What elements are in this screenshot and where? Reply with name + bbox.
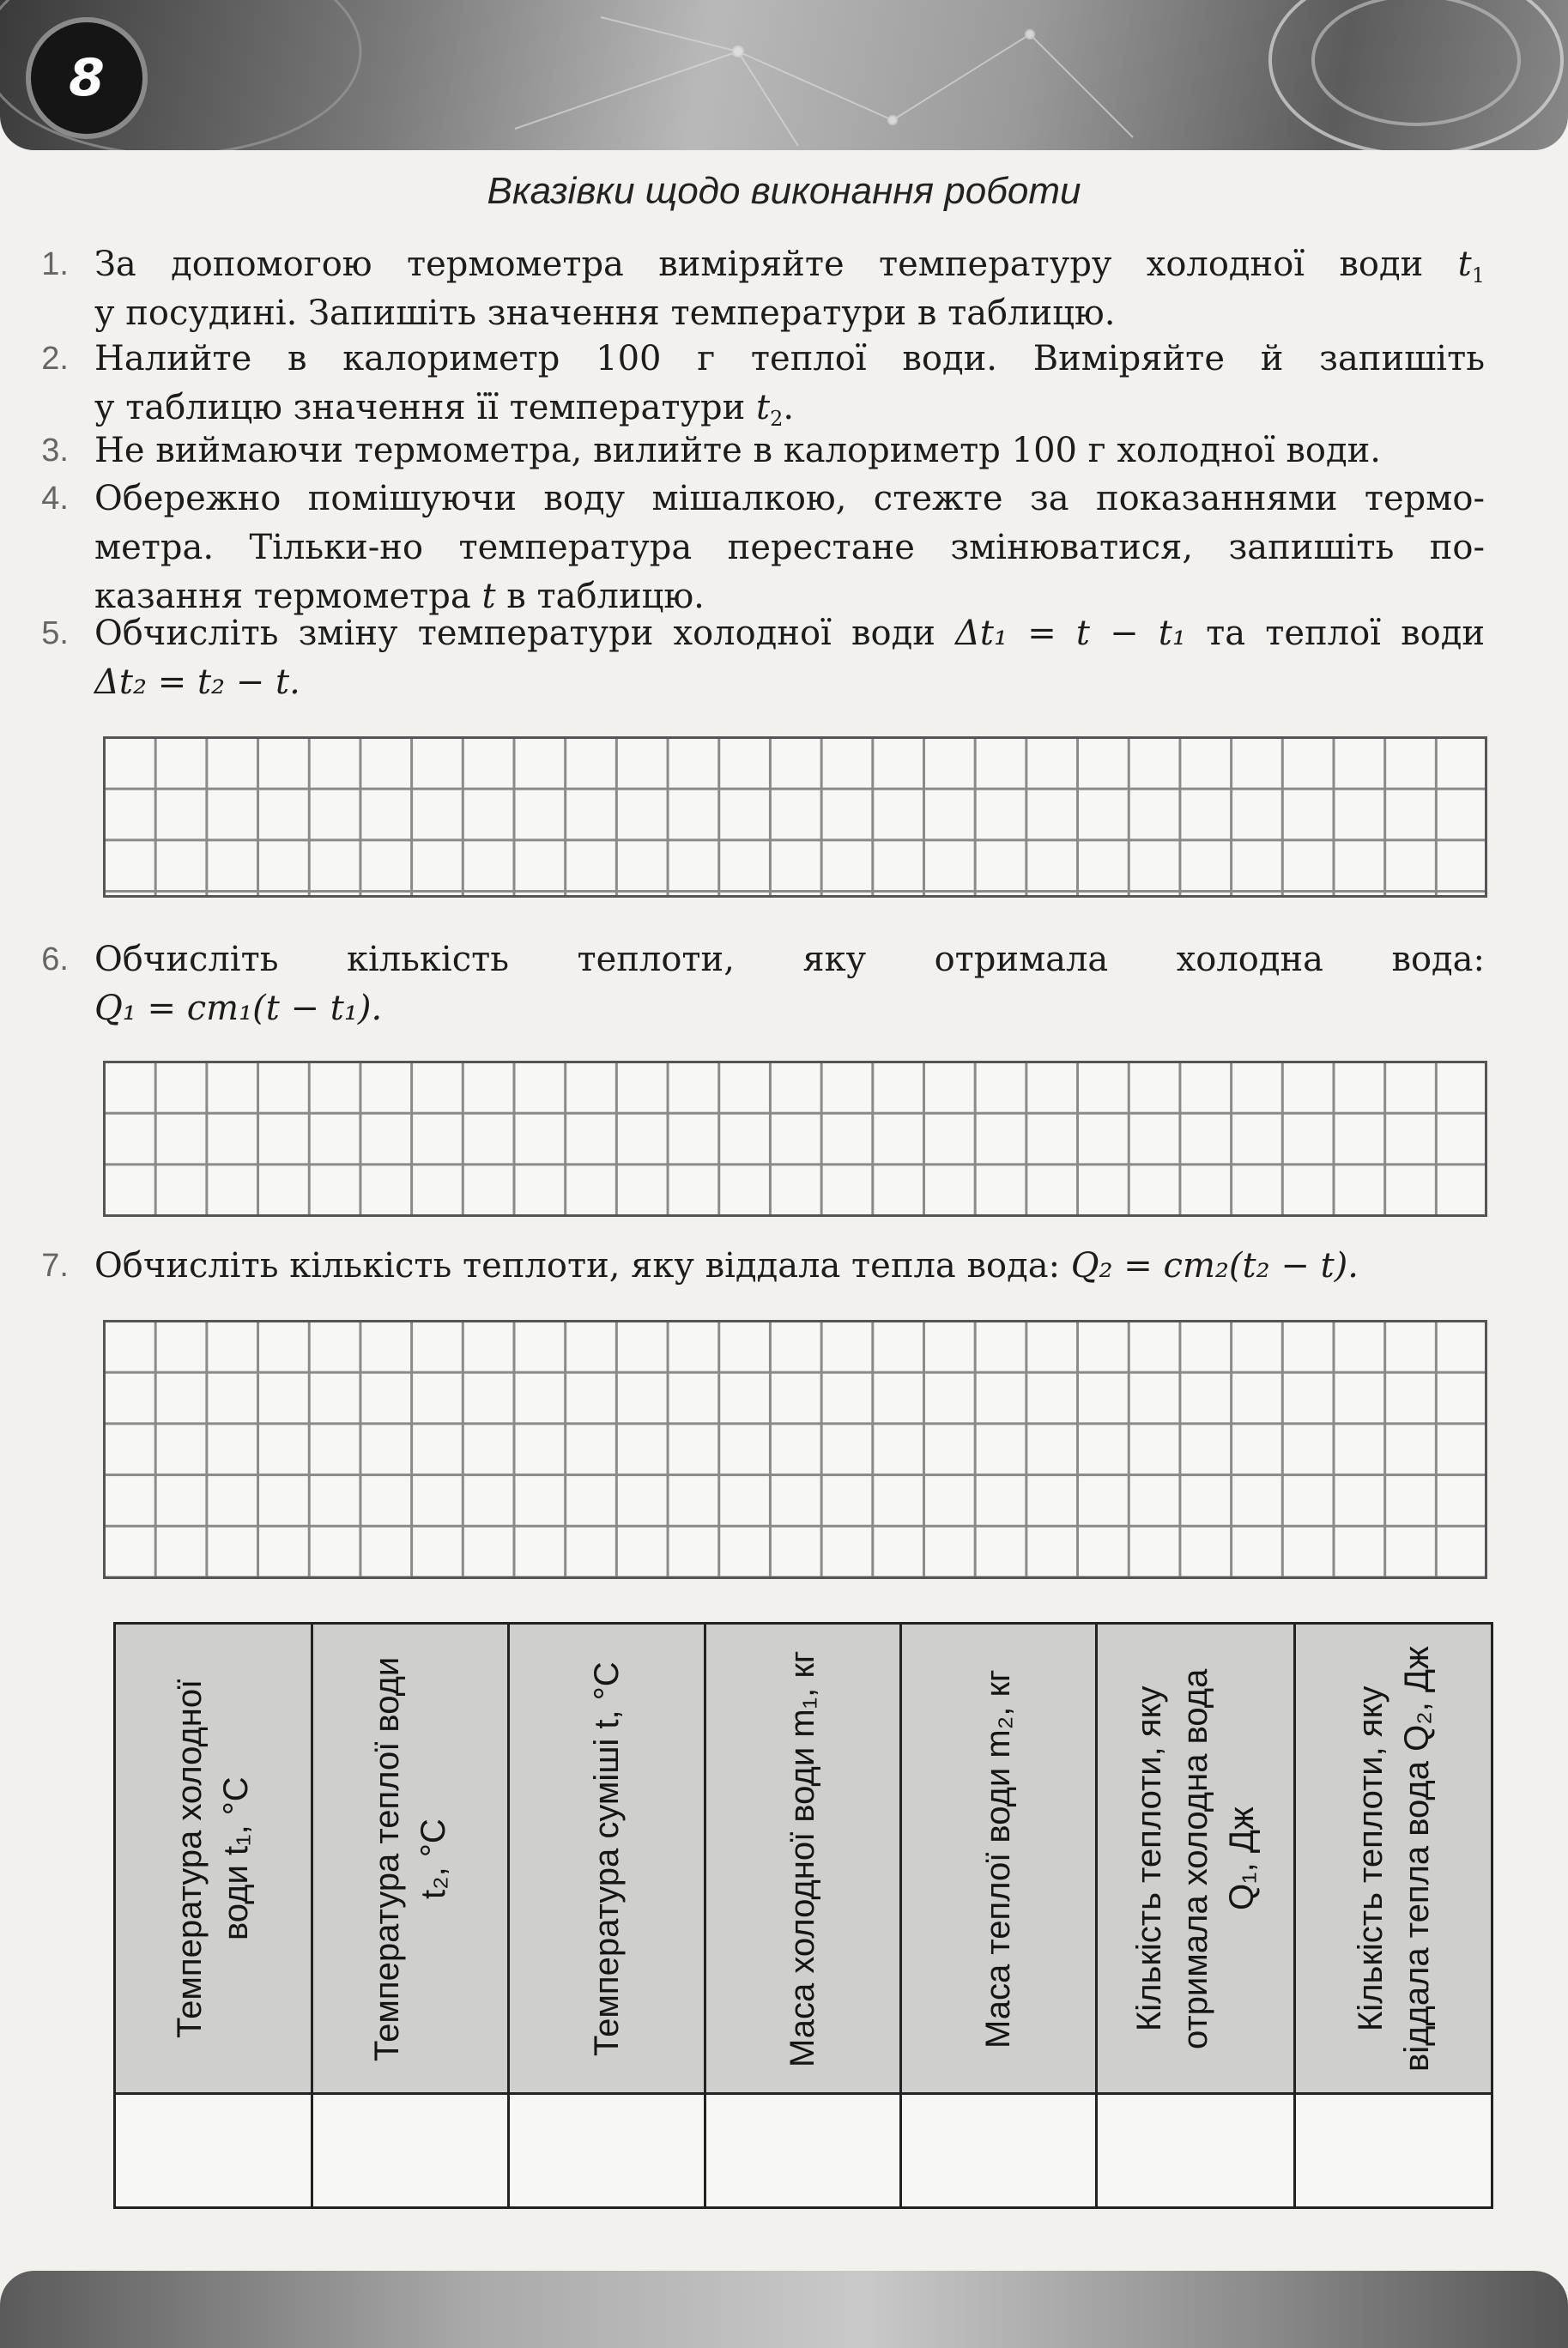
table-header-row — [115, 1624, 1492, 2094]
table-header-cell: Кількість теплоти, яку отримала холодна вода Q₁, Дж — [1097, 1624, 1295, 2094]
step-4: 4. Обережно помішуючи воду мішалкою, стежте за показаннями термо- метра. Тільки-но температура перестане змінюватися, запишіть по- казання термометра t в таблицю. — [94, 475, 1485, 621]
table-header-cell: Температура холодної води t₁, °C — [115, 1624, 312, 2094]
table-row — [115, 2094, 1492, 2208]
network-pattern — [0, 0, 1568, 150]
table-header-cell: Маса холодної води m₁, кг — [705, 1624, 900, 2094]
table-header-cell: Маса теплої води m₂, кг — [900, 1624, 1096, 2094]
formula-q1: Q₁ = cm₁(t − t₁). — [94, 989, 383, 1028]
table-input-cell[interactable] — [1097, 2094, 1295, 2208]
step-6: 6. Обчисліть кількість теплоти, яку отримала холодна вода: Q₁ = cm₁(t − t₁). — [94, 935, 1485, 1033]
answer-grid-1[interactable] — [103, 736, 1487, 898]
step-7: 7. Обчисліть кількість теплоти, яку віддала тепла вода: Q₂ = cm₂(t₂ − t). — [94, 1242, 1485, 1291]
table-header-cell: Кількість теплоти, яку віддала тепла вода Q₂, Дж — [1295, 1624, 1492, 2094]
section-title: Вказівки щодо виконання роботи — [487, 170, 1081, 212]
table-input-cell[interactable] — [1295, 2094, 1492, 2208]
step-number: 4. — [41, 481, 69, 517]
step-number: 6. — [41, 941, 69, 977]
step-number: 3. — [41, 433, 69, 469]
formula-delta-t1: Δt₁ = t − t₁ — [955, 614, 1186, 653]
header-decoration — [0, 0, 1568, 150]
table-input-cell[interactable] — [900, 2094, 1096, 2208]
answer-grid-2[interactable] — [103, 1061, 1487, 1217]
step-number: 1. — [41, 246, 69, 282]
page-number: 8 — [26, 17, 148, 139]
step-2: 2. Налийте в калориметр 100 г теплої води. Виміряйте й запишіть у таблицю значення її температури $t_2$. — [94, 335, 1485, 433]
step-3: 3. Не виймаючи термометра, вилийте в калориметр 100 г холодної води. — [94, 427, 1485, 475]
table-header-cell: Температура суміші t, °C — [509, 1624, 705, 2094]
table-input-cell[interactable] — [312, 2094, 509, 2208]
step-number: 2. — [41, 341, 69, 377]
table-header-cell: Температура теплої води t₂, °C — [312, 1624, 509, 2094]
table-input-cell[interactable] — [115, 2094, 312, 2208]
step-5: 5. Обчисліть зміну температури холодної води Δt₁ = t − t₁ та теплої води Δt₂ = t₂ − t. — [94, 609, 1485, 707]
step-1: 1. За допомогою термометра виміряйте температуру холодної води $t_1$ у посудині. Запишіть значення температури в таблицю. — [94, 240, 1485, 338]
table-input-cell[interactable] — [705, 2094, 900, 2208]
formula-q2: Q₂ = cm₂(t₂ − t). — [1070, 1246, 1359, 1286]
footer-decoration — [0, 2271, 1568, 2348]
answer-grid-3[interactable] — [103, 1320, 1487, 1579]
formula-delta-t2: Δt₂ = t₂ − t. — [94, 663, 300, 702]
step-number: 7. — [41, 1248, 69, 1284]
results-table — [113, 1622, 1493, 2209]
step-number: 5. — [41, 615, 69, 651]
table-input-cell[interactable] — [509, 2094, 705, 2208]
